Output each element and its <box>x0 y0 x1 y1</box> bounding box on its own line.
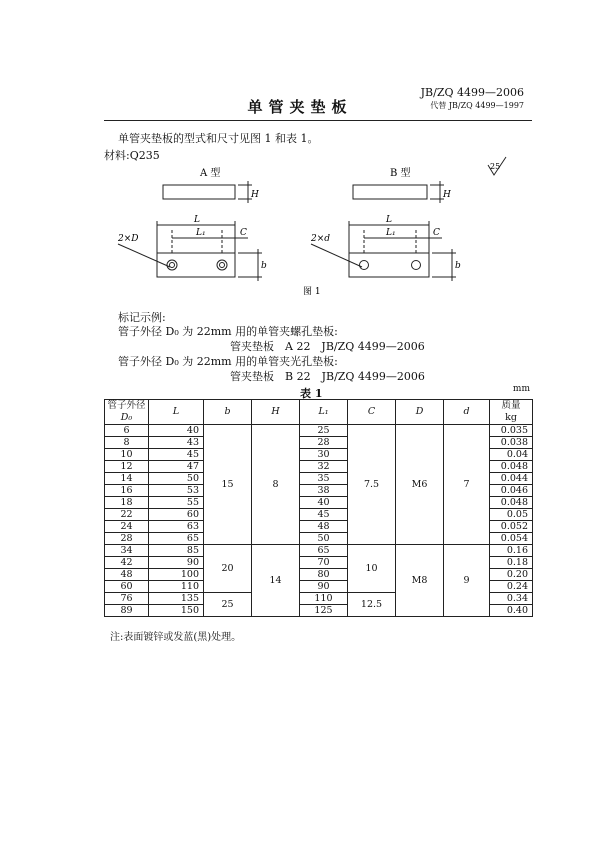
type-b-L1-label: L₁ <box>386 228 396 238</box>
b-group-2: 20 <box>204 545 252 593</box>
figure-caption: 图 1 <box>303 287 321 297</box>
type-b-H-label: H <box>443 190 451 200</box>
table-caption: 表 1 <box>300 387 323 400</box>
table-row: 28 65 50 0.054 <box>105 533 533 545</box>
table-row: 8 43 28 0.038 <box>105 437 533 449</box>
type-b-hole-right <box>412 261 421 270</box>
b-group-3: 25 <box>204 593 252 617</box>
col-L1: L₁ <box>300 400 348 425</box>
material-text: 材料:Q235 <box>104 149 160 162</box>
col-b: b <box>204 400 252 425</box>
type-a-side-view <box>163 185 235 199</box>
table-row: 6 40 15 8 25 7.5 M6 7 0.035 <box>105 425 533 437</box>
table-row: 18 55 40 0.048 <box>105 497 533 509</box>
type-a-b-label: b <box>261 261 267 271</box>
col-D: D <box>396 400 444 425</box>
b-group-1: 15 <box>204 425 252 545</box>
D-group-2: M8 <box>396 545 444 617</box>
H-group-1: 8 <box>252 425 300 545</box>
header-rule <box>104 120 532 121</box>
table-row: 22 60 45 0.05 <box>105 509 533 521</box>
H-group-2: 14 <box>252 545 300 617</box>
C-group-1: 7.5 <box>348 425 396 545</box>
table-row: 24 63 48 0.052 <box>105 521 533 533</box>
marking-example-1: 管夹垫板 A 22 JB/ZQ 4499—2006 <box>230 340 425 353</box>
col-L: L <box>149 400 204 425</box>
page-title: 单管夹垫板 <box>247 98 353 116</box>
C-group-2: 10 <box>348 545 396 593</box>
replaces-standard: 代替 JB/ZQ 4499—1997 <box>430 101 524 110</box>
table-row: 42 90 70 0.18 <box>105 557 533 569</box>
table-row: 48 100 80 0.20 <box>105 569 533 581</box>
type-a-L-label: L <box>194 215 200 225</box>
D-group-1: M6 <box>396 425 444 545</box>
standard-number: JB/ZQ 4499—2006 <box>420 86 524 99</box>
intro-text: 单管夹垫板的型式和尺寸见图 1 和表 1。 <box>118 132 319 145</box>
marking-example-1-desc: 管子外径 D₀ 为 22mm 用的单管夹螺孔垫板: <box>118 325 338 338</box>
table-row: 14 50 35 0.044 <box>105 473 533 485</box>
marking-example-2: 管夹垫板 B 22 JB/ZQ 4499—2006 <box>230 370 425 383</box>
type-b-C-label: C <box>433 228 440 238</box>
type-a-C-label: C <box>240 228 247 238</box>
type-a-label: A 型 <box>200 168 221 179</box>
table-unit: mm <box>512 384 530 394</box>
d-group-2: 9 <box>444 545 490 617</box>
table-row: 16 53 38 0.046 <box>105 485 533 497</box>
marking-heading: 标记示例: <box>118 311 166 324</box>
type-a-H-label: H <box>251 190 259 200</box>
type-a-hole-left <box>167 260 177 270</box>
type-b-hole-left <box>360 261 369 270</box>
table-row: 60 110 90 0.24 <box>105 581 533 593</box>
col-d: d <box>444 400 490 425</box>
type-a-top-view <box>157 253 235 277</box>
table-row: 76 135 25 110 12.5 0.34 <box>105 593 533 605</box>
table-row: 12 47 32 0.048 <box>105 461 533 473</box>
table-row: 34 85 20 14 65 10 M8 9 0.16 <box>105 545 533 557</box>
table-note: 注:表面镀锌或发蓝(黑)处理。 <box>110 632 242 643</box>
type-a-L1-label: L₁ <box>196 228 206 238</box>
table-header-row <box>105 400 533 425</box>
C-group-3: 12.5 <box>348 593 396 617</box>
figure-1-drawing <box>0 155 600 300</box>
type-b-top-view <box>349 253 429 277</box>
col-d0: 管子外径 D₀ <box>105 400 149 425</box>
roughness-value: 25 <box>490 162 501 171</box>
dimension-table <box>104 399 533 617</box>
type-b-L-label: L <box>386 215 392 225</box>
type-b-label: B 型 <box>390 168 411 179</box>
table-row: 89 150 125 0.40 <box>105 605 533 617</box>
marking-example-2-desc: 管子外径 D₀ 为 22mm 用的单管夹光孔垫板: <box>118 355 338 368</box>
col-C: C <box>348 400 396 425</box>
type-a-hole-right <box>217 260 227 270</box>
type-b-side-view <box>353 185 427 199</box>
col-mass: 质量 kg <box>490 400 533 425</box>
d-group-1: 7 <box>444 425 490 545</box>
type-b-hole-label: 2×d <box>311 234 331 244</box>
table-row: 10 45 30 0.04 <box>105 449 533 461</box>
type-b-b-label: b <box>455 261 461 271</box>
type-a-hole-label: 2×D <box>118 234 139 244</box>
col-H: H <box>252 400 300 425</box>
